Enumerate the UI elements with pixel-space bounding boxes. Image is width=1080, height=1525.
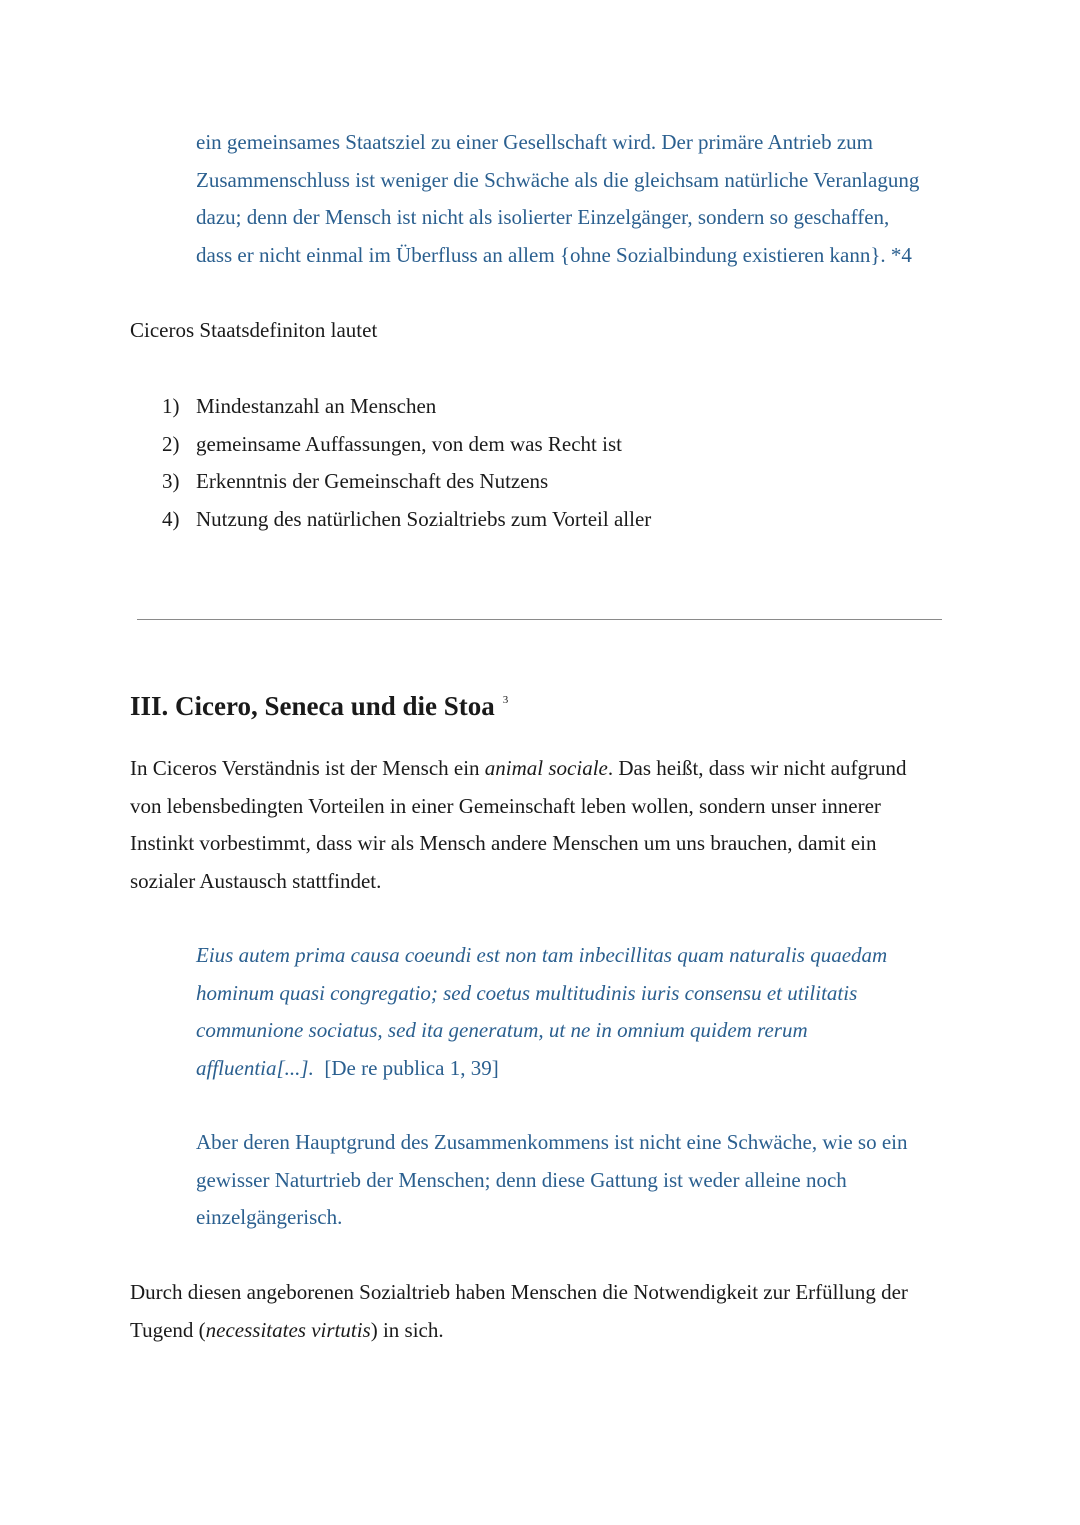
list-item: [162, 501, 651, 539]
list-text: Mindestanzahl an Menschen: [196, 394, 437, 418]
list-number: 3): [162, 469, 180, 493]
list-text: Nutzung des natürlichen Sozialtriebs zum Vorteil aller: [196, 506, 652, 531]
closing-paragraph: Durch diesen angeborenen Sozialtrieb haben Menschen die Notwendigkeit zur Erfüllung der Tugend (necessitates virtutis) in sich.: [130, 1280, 908, 1342]
intro-quote: [196, 124, 956, 274]
list-item: [162, 463, 651, 501]
intro-quote-line: dass er nicht einmal im Überfluss an allem {ohne Sozialbindung existieren kann}. *4: [196, 242, 912, 267]
list-item: [162, 388, 651, 426]
list-text: Erkenntnis der Gemeinschaft des Nutzens: [196, 469, 549, 493]
latin-quote: Eius autem prima causa coeundi est non tam inbecillitas quam naturalis quaedam hominum quasi congregatio; sed coetus multitudinis iuris consensu et utilitatis communione sociatus, sed ita generatum, ut ne in omnium quidem rerum affluentia[...]. [De re publica 1, 39]: [196, 943, 888, 1080]
section-heading-text: III. Cicero, Seneca und die Stoa: [130, 691, 495, 721]
intro-quote-line: ein gemeinsames Staatsziel zu einer Gesellschaft wird. Der primäre Antrieb zum: [196, 130, 874, 154]
definition-intro: Ciceros Staatsdefiniton lautet: [130, 318, 378, 342]
list-text: gemeinsame Auffassungen, von dem was Recht ist: [196, 431, 622, 456]
footnote-mark: 3: [502, 694, 509, 706]
list-number: 1): [162, 394, 180, 418]
list-number: 2): [162, 431, 180, 456]
citation-reference: [De re publica 1, 39]: [324, 1055, 499, 1080]
intro-quote-line: Zusammenschluss ist weniger die Schwäche als die gleichsam natürliche Veranlagung: [196, 167, 920, 192]
intro-quote-line: dazu; denn der Mensch ist nicht als isolierter Einzelgänger, sondern so geschaffen,: [196, 205, 890, 229]
emphasis-term: animal sociale: [484, 756, 608, 780]
definition-list: [162, 388, 651, 538]
list-number: 4): [162, 506, 180, 531]
animal-sociale-paragraph: In Ciceros Verständnis ist der Mensch ein animal sociale. Das heißt, dass wir nicht aufgrund von lebensbedingten Vorteilen in einer Gemeinschaft leben wollen, sondern unser innerer Instinkt vorbestimmt, dass wir als Mensch andere Menschen um uns brauchen, damit ein sozialer Austausch stattfindet.: [130, 756, 907, 893]
horizontal-divider: [137, 619, 942, 620]
german-quote: Aber deren Hauptgrund des Zusammenkommens ist nicht eine Schwäche, wie so ein gewisser Naturtrieb der Menschen; denn diese Gattung ist weder alleine noch einzelgängerisch.: [196, 1130, 908, 1229]
list-item: [162, 426, 651, 464]
emphasis-term: necessitates virtutis: [205, 1317, 371, 1342]
section-heading: [130, 680, 508, 726]
